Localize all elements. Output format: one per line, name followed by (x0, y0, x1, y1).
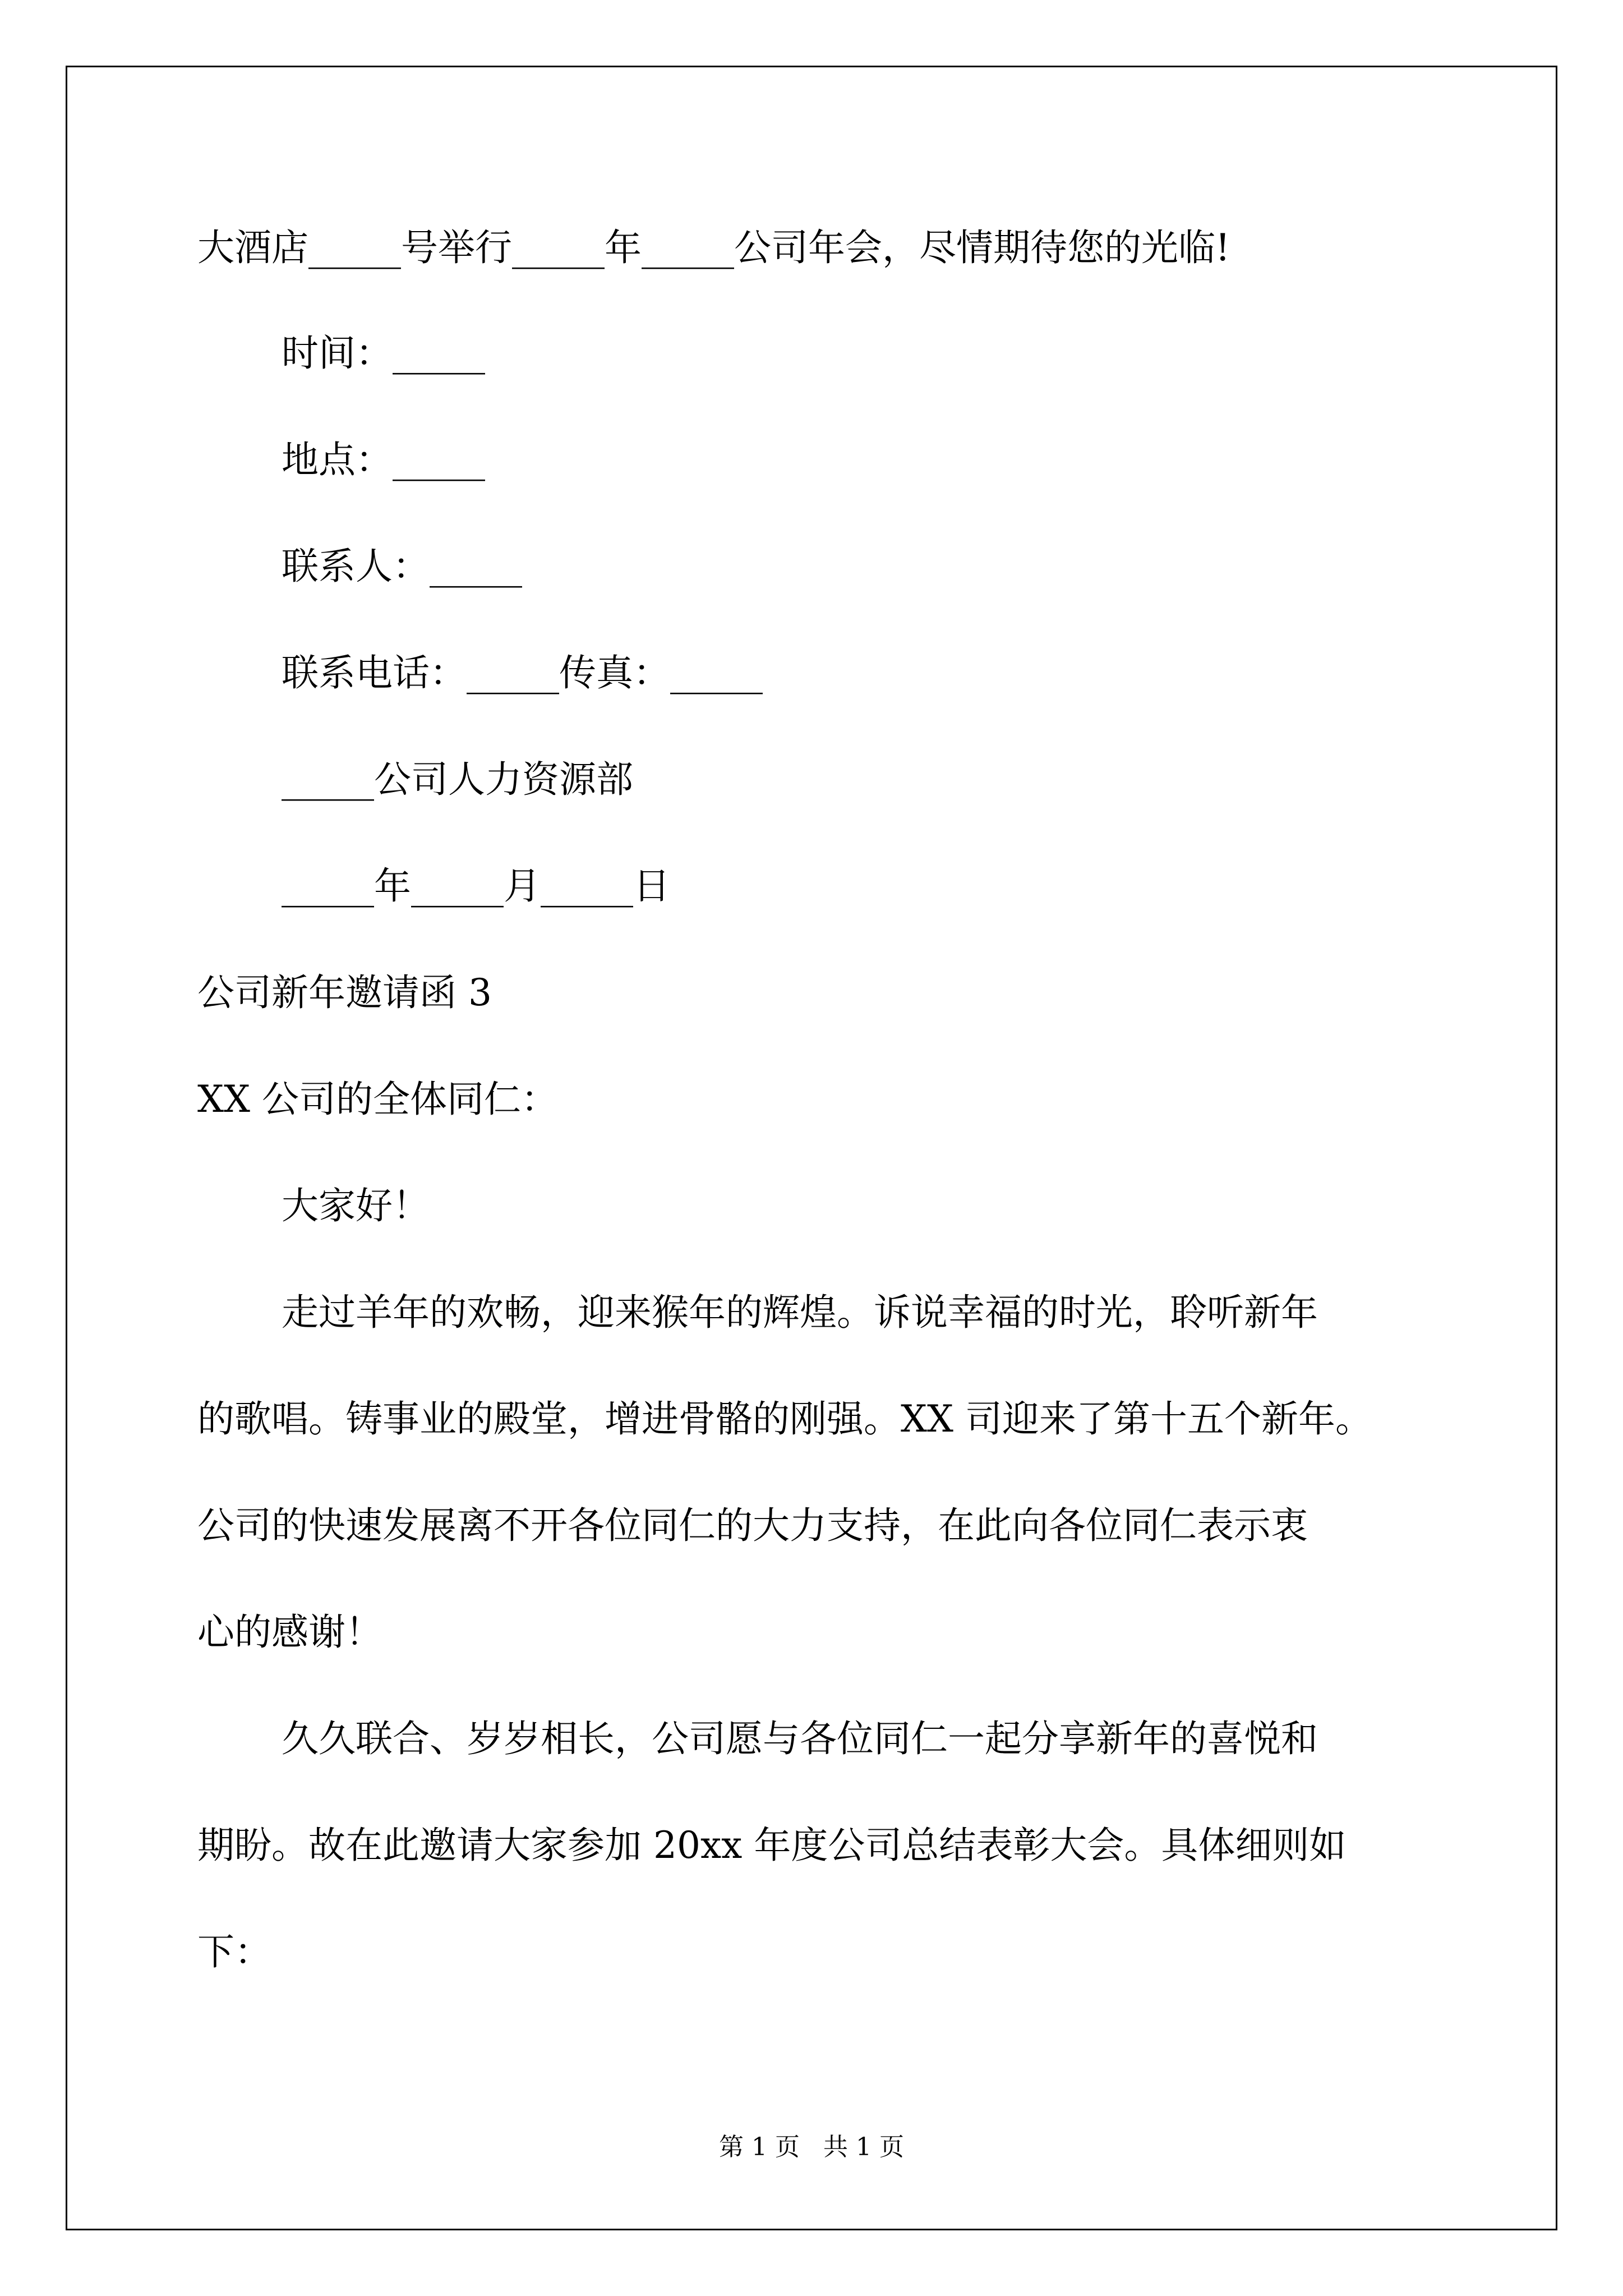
page-footer: 第 1 页 共 1 页 (719, 2133, 904, 2161)
section-heading: 公司新年邀请函 3 (197, 971, 492, 1014)
body-line-4: 心的感谢！ (197, 1611, 382, 1654)
salutation: XX 公司的全体同仁： (197, 1078, 558, 1121)
greeting: 大家好！ (282, 1184, 430, 1227)
body-line-1: 走过羊年的欢畅，迎来猴年的辉煌。诉说幸福的时光，聆听新年 (282, 1291, 1318, 1334)
page-border (66, 66, 1557, 2230)
text-line-7: _____年_____月_____日 (282, 864, 670, 908)
body-line-5: 久久联合、岁岁相长，公司愿与各位同仁一起分享新年的喜悦和 (282, 1717, 1318, 1760)
text-line-3: 地点：_____ (282, 438, 485, 481)
text-line-2: 时间：_____ (282, 332, 485, 375)
body-line-6: 期盼。故在此邀请大家参加 20xx 年度公司总结表彰大会。具体细则如 (197, 1824, 1347, 1867)
body-line-3: 公司的快速发展离不开各位同仁的大力支持，在此向各位同仁表示衷 (197, 1504, 1308, 1547)
text-line-5: 联系电话：_____传真：_____ (282, 651, 763, 694)
text-line-6: _____公司人力资源部 (282, 758, 633, 801)
body-line-7: 下： (197, 1930, 271, 1973)
text-line-1: 大酒店_____号举行_____年_____公司年会，尽情期待您的光临! (197, 226, 1230, 269)
text-line-4: 联系人：_____ (282, 545, 522, 588)
body-line-2: 的歌唱。铸事业的殿堂，增进骨骼的刚强。XX 司迎来了第十五个新年。 (197, 1397, 1372, 1441)
